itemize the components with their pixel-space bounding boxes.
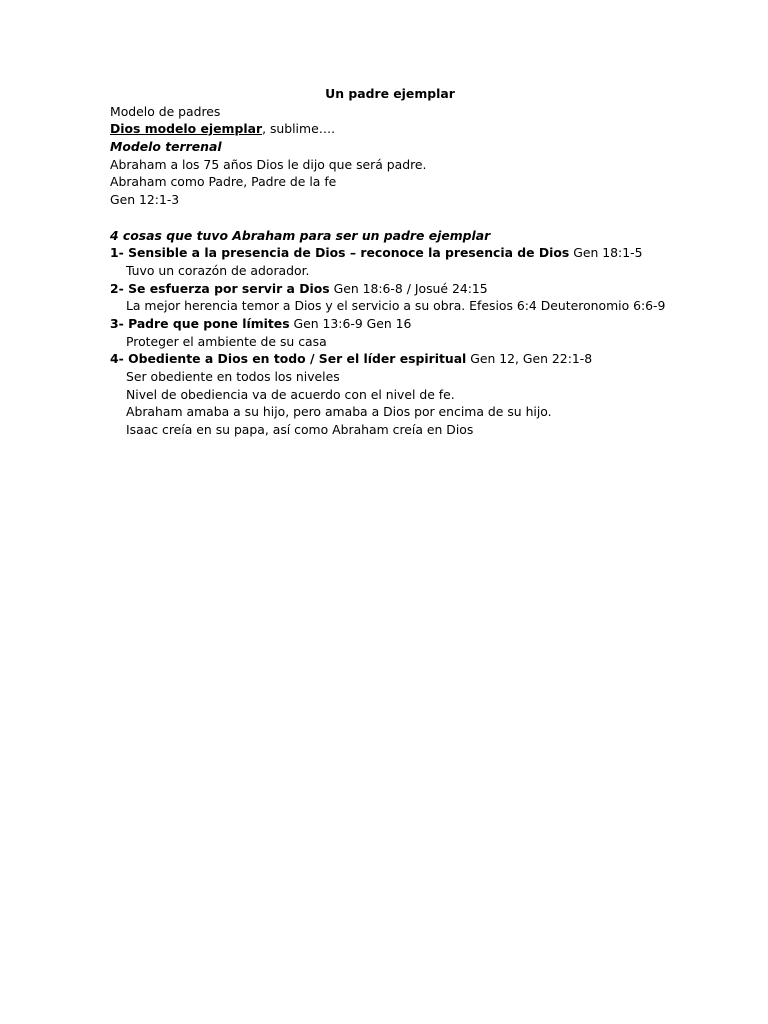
point-2 <box>110 280 670 298</box>
point-4 <box>110 350 670 368</box>
point-3-heading: 3- Padre que pone límites <box>110 315 290 331</box>
point-2-ref: Gen 18:6-8 / Josué 24:15 <box>329 280 488 296</box>
point-4-note-3: Abraham amaba a su hijo, pero amaba a Dios por encima de su hijo. <box>126 404 552 420</box>
line-abraham-75: Abraham a los 75 años Dios le dijo que será padre. <box>110 156 427 172</box>
line-gen-12: Gen 12:1-3 <box>110 192 180 208</box>
point-1-note-1: Tuvo un corazón de adorador. <box>126 262 310 278</box>
point-2-note-1: La mejor herencia temor a Dios y el servicio a su obra. Efesios 6:4 Deuteronomio 6:6-9 <box>126 298 666 314</box>
dios-modelo-bold: Dios modelo ejemplar <box>110 121 263 137</box>
line-modelo-padres: Modelo de padres <box>110 103 221 119</box>
line-modelo-terrenal: Modelo terrenal <box>110 139 222 155</box>
point-4-note-4: Isaac creía en su papa, así como Abraham creía en Dios <box>126 422 474 438</box>
line-dios-modelo <box>110 120 670 138</box>
point-1-ref: Gen 18:1-5 <box>569 245 643 261</box>
dios-modelo-rest: , sublime…. <box>262 121 336 137</box>
blank-line <box>110 209 670 227</box>
point-4-note-1: Ser obediente en todos los niveles <box>126 369 340 384</box>
line-cuatro-cosas: 4 cosas que tuvo Abraham para ser un padre ejemplar <box>110 227 491 243</box>
document-title: Un padre ejemplar <box>325 86 455 101</box>
point-4-ref: Gen 12, Gen 22:1-8 <box>466 351 593 367</box>
point-3-note-1: Proteger el ambiente de su casa <box>126 333 327 349</box>
line-abraham-padre: Abraham como Padre, Padre de la fe <box>110 174 337 190</box>
point-1-heading: 1- Sensible a la presencia de Dios – reconoce la presencia de Dios <box>110 245 570 261</box>
point-4-note-2: Nivel de obediencia va de acuerdo con el nivel de fe. <box>126 386 455 402</box>
point-2-heading: 2- Se esfuerza por servir a Dios <box>110 280 330 296</box>
point-4-heading: 4- Obediente a Dios en todo / Ser el líder espiritual <box>110 351 467 367</box>
point-1 <box>110 244 670 262</box>
point-3 <box>110 315 670 333</box>
point-3-ref: Gen 13:6-9 Gen 16 <box>289 315 412 331</box>
document-body <box>110 85 670 439</box>
